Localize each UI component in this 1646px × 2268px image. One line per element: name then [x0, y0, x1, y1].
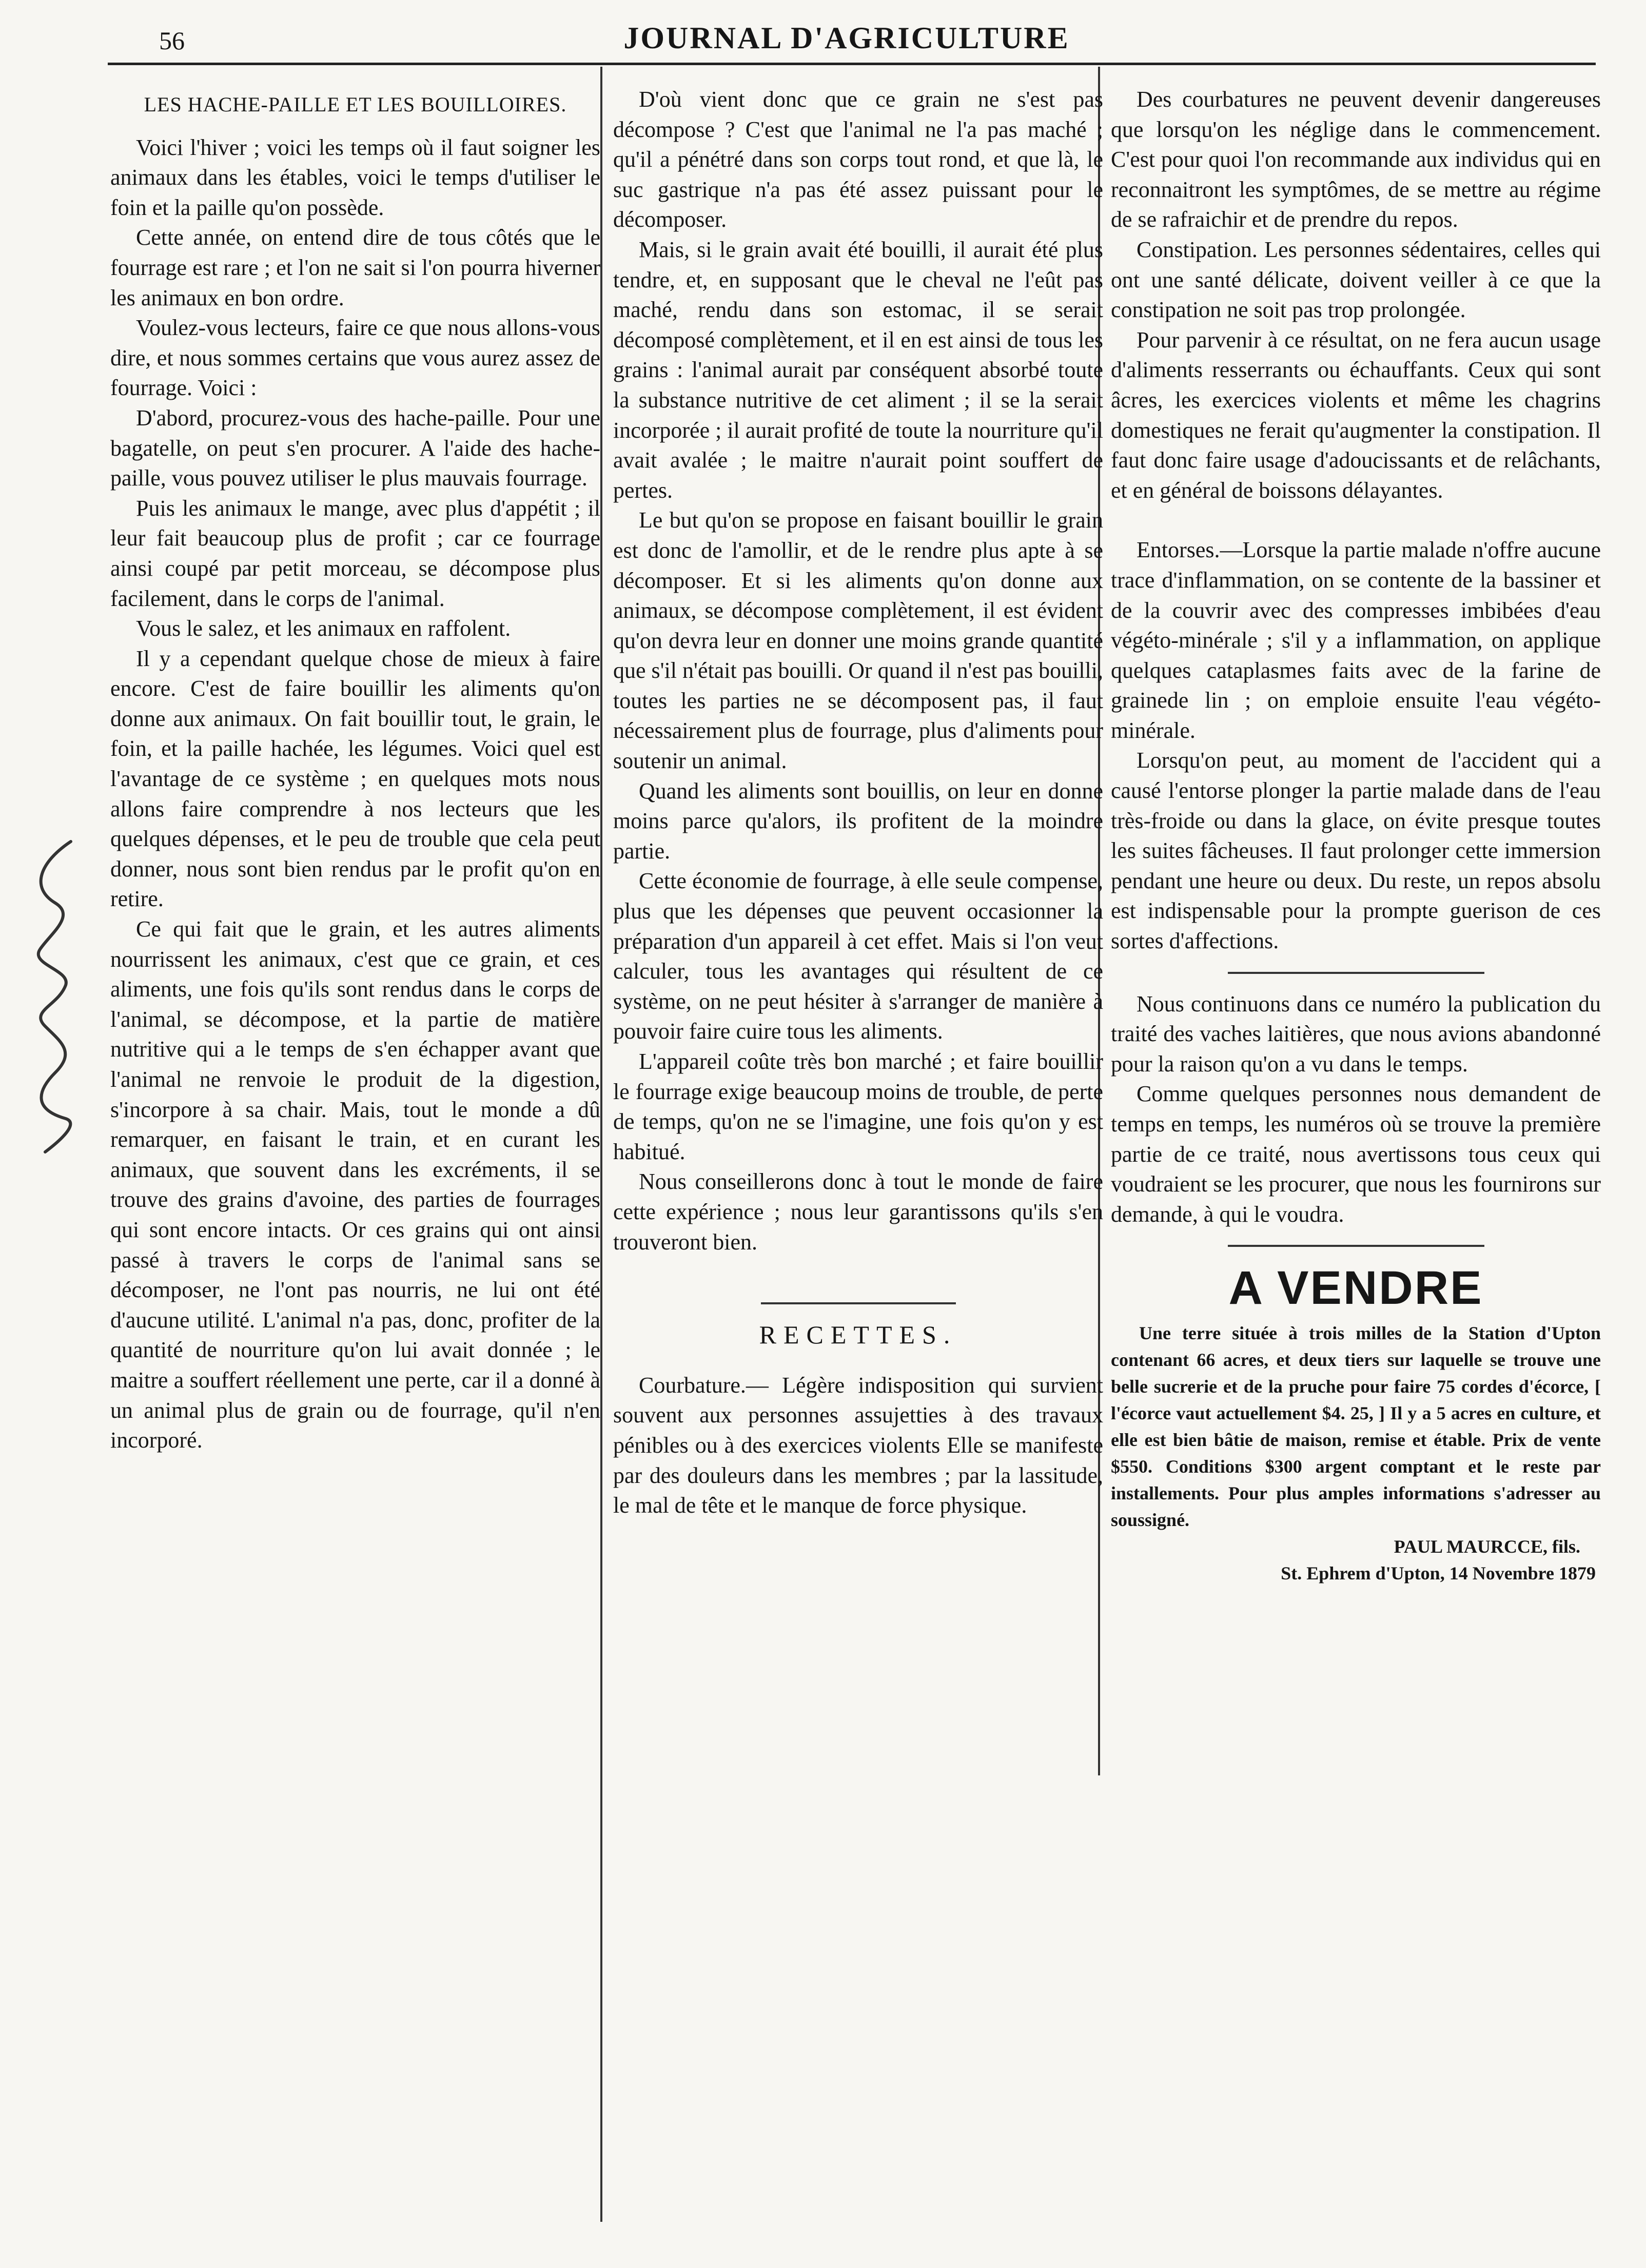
article-paragraph: Cette année, on entend dire de tous côtés que le fourrage est rare ; et l'on ne sait si l'on pourra hiverner les animaux en bon ordre.	[110, 225, 600, 310]
column-3	[1111, 85, 1601, 1587]
article-paragraph: Constipation. Les personnes sédentaires, celles qui ont une santé délicate, doivent veiller à ce que la constipation ne soit pas trop prolongée.	[1111, 237, 1601, 323]
article-title: LES HACHE-PAILLE ET LES BOUILLOIRES.	[144, 93, 567, 116]
section-divider	[761, 1302, 956, 1304]
article-paragraph: Cette économie de fourrage, à elle seule compense, plus que les dépenses que peuvent occasionner la préparation d'un appareil à cet effet. Mais si l'on veut calculer, tous les avantages qui résultent de ce système, on ne peut hésiter à s'arranger de manière à pouvoir faire cuire tous les aliments.	[613, 868, 1103, 1044]
ad-place-date: St. Ephrem d'Upton, 14 Novembre 1879	[1281, 1562, 1596, 1583]
article-paragraph: Voici l'hiver ; voici les temps où il faut soigner les animaux dans les étables, voici le temps d'utiliser le foin et la paille qu'on possède.	[110, 134, 600, 220]
notice-paragraph: Comme quelques personnes nous demandent de temps en temps, les numéros où se trouve la première partie de ce traité, nous avertissons tous ceux qui voudraient se les procurer, que nous les fournirons sur demande, à qui le voudra.	[1111, 1081, 1601, 1227]
article-paragraph: Ce qui fait que le grain, et les autres aliments nourrissent les animaux, c'est que ce grain, et ces aliments, une fois qu'ils sont rendus dans le corps de l'animal, se décompose, et la partie de matière nutritive qui a le temps de s'en échapper avant que l'animal ne renvoie le produit de la digestion, s'incorpore à sa chair. Mais, tout le monde a dû remarquer, en faisant le train, et en curant les animaux, que souvent dans les excréments, il se trouve des grains d'avoine, des parties de fourrages qui sont encore intacts. Or ces grains qui ont ainsi passé à travers le corps de l'animal sans se décomposer, ne l'ont pas nourris, ne lui ont été d'aucune utilité. L'animal n'a pas, donc, profiter de la quantité de nourriture qu'on lui avait donnée ; le maitre a souffert réellement une perte, car il a donné à un animal plus de grain ou de fourrage, qu'il n'en incorporé.	[110, 916, 600, 1453]
article-paragraph: Lorsqu'on peut, au moment de l'accident qui a causé l'entorse plonger la partie malade dans de l'eau très-froide ou dans la glace, on évite presque toutes les suites fâcheuses. Il faut prolonger cette immersion pendant une heure ou deux. Du reste, un repos absolu est indispensable pour la prompte guerison de ces sortes d'affections.	[1111, 748, 1601, 954]
spacer	[613, 1257, 1103, 1287]
article-paragraph: Quand les aliments sont bouillis, on leur en donne moins parce qu'alors, ils profitent de la moindre partie.	[613, 778, 1103, 864]
ad-body	[1111, 1320, 1601, 1587]
article-paragraph: D'abord, procurez-vous des hache-paille. Pour une bagatelle, on peut s'en procurer. A l'aide des hache-paille, vous pouvez utiliser le plus mauvais fourrage.	[110, 405, 600, 491]
article-paragraph: Des courbatures ne peuvent devenir dangereuses que lorsqu'on les néglige dans le commencement. C'est pour quoi l'on recommande aux individus qui en reconnaitront les symptômes, de se mettre au régime de se rafraichir et de prendre du repos.	[1111, 87, 1601, 232]
spacer	[1111, 505, 1601, 535]
ad-paragraph: Une terre située à trois milles de la Station d'Upton contenant 66 acres, et deux tiers sur laquelle se trouve une belle sucrerie et de la pruche pour faire 75 cordes d'écorce, [ l'écorce vaut actuellement $4. 25, ] Il y a 5 acres en culture, et elle est bien bâtie de maison, remise et étable. Prix de vente $550. Conditions $300 argent comptant et le reste par installements. Pour plus amples informations s'adresser au soussigné.	[1111, 1322, 1601, 1530]
article-paragraph: Vous le salez, et les animaux en raffolent.	[136, 616, 511, 641]
recettes-title: RECETTES.	[759, 1320, 957, 1350]
page-header	[103, 15, 1591, 67]
recipe-paragraph: Courbature.— Légère indisposition qui survient souvent aux personnes assujetties à des travaux pénibles ou à des exercices violents Elle se manifeste par des douleurs dans les membres ; par la lassitude, le mal de tête et le manque de force physique.	[613, 1372, 1103, 1518]
article-paragraph: Nous conseillerons donc à tout le monde de faire cette expérience ; nous leur garantissons qu'ils s'en trouveront bien.	[613, 1169, 1103, 1255]
article-paragraph: Mais, si le grain avait été bouilli, il aurait été plus tendre, et, en supposant que le cheval ne l'eût pas maché, rendu dans son estomac, il se serait décomposé complètement, et il en est ainsi de tous les grains : l'animal aurait par conséquent absorbé toute la substance nutritive de cet aliment ; il se la serait incorporée ; il aurait profité de toute la nourriture qu'il avait avalée ; le maitre n'aurait point souffert de pertes.	[613, 237, 1103, 503]
header-rule	[108, 63, 1596, 65]
ad-signature: PAUL MAURCCE, fils.	[1394, 1536, 1580, 1557]
handwritten-margin-signature	[9, 831, 96, 1160]
section-divider	[1228, 972, 1484, 974]
column-rule-1	[600, 67, 602, 2222]
article-paragraph: Entorses.—Lorsque la partie malade n'offre aucune trace d'inflammation, on se contente de la bassiner et de la couvrir avec des compresses imbibées d'eau végéto-minérale ; s'il y a inflammation, on applique quelques cataplasmes faits avec de la farine de grainede lin ; on emploie ensuite l'eau végéto-minérale.	[1111, 537, 1601, 743]
article-paragraph: L'appareil coûte très bon marché ; et faire bouillir le fourrage exige beaucoup moins de trouble, de perte de temps, qu'on ne se l'imagine, une fois qu'on y est habitué.	[613, 1049, 1103, 1164]
ad-title: A VENDRE	[1228, 1262, 1483, 1315]
article-paragraph: Voulez-vous lecteurs, faire ce que nous allons-vous dire, et nous sommes certains que vous aurez assez de fourrage. Voici :	[110, 315, 600, 401]
column-2	[613, 85, 1103, 1521]
article-paragraph: Le but qu'on se propose en faisant bouillir le grain est donc de l'amollir, et de le rendre plus apte à se décomposer. Et si les aliments qu'on donne aux animaux, se décompose complètement, il est évident qu'on devra leur en donner une moins grande quantité que s'il n'était pas bouilli. Or quand il n'est pas bouilli, toutes les parties ne se décomposent pas, il faut nécessairement plus de fourrage, plus d'aliments pour soutenir un animal.	[613, 507, 1104, 774]
notice-paragraph: Nous continuons dans ce numéro la publication du traité des vaches laitières, que nous avions abandonné pour la raison qu'on a vu dans le temps.	[1111, 991, 1601, 1077]
article-paragraph: Pour parvenir à ce résultat, on ne fera aucun usage d'aliments resserrants ou échauffants. Ceux qui sont âcres, les exercices violents et même les chagrins domestiques ne ferait qu'augmenter la constipation. Il faut donc faire usage d'adoucissants et de relâchants, et en général de boissons délayantes.	[1111, 327, 1601, 503]
page-number: 56	[159, 26, 185, 55]
section-divider	[1228, 1245, 1484, 1247]
article-paragraph: Puis les animaux le mange, avec plus d'appétit ; il leur fait beaucoup plus de profit ; car ce fourrage ainsi coupé par petit morceau, se décompose plus facilement, dans le corps de l'animal.	[110, 495, 600, 611]
journal-title: JOURNAL D'AGRICULTURE	[623, 21, 1070, 55]
article-paragraph: Il y a cependant quelque chose de mieux à faire encore. C'est de faire bouillir les aliments qu'on donne aux animaux. On fait bouillir tout, le grain, le foin, et la paille hachée, les légumes. Voici quel est l'avantage de ce système ; en quelques mots nous allons faire comprendre à nos lecteurs que les quelques dépenses, et le peu de trouble que cela peut donner, nous sont bien rendus par le profit qu'on en retire.	[110, 646, 600, 912]
column-1	[110, 85, 600, 1456]
article-paragraph: D'où vient donc que ce grain ne s'est pas décompose ? C'est que l'animal ne l'a pas maché ; qu'il a pénétré dans son corps tout rond, et que là, le suc gastrique n'a pas été assez puissant pour le décomposer.	[613, 87, 1103, 232]
